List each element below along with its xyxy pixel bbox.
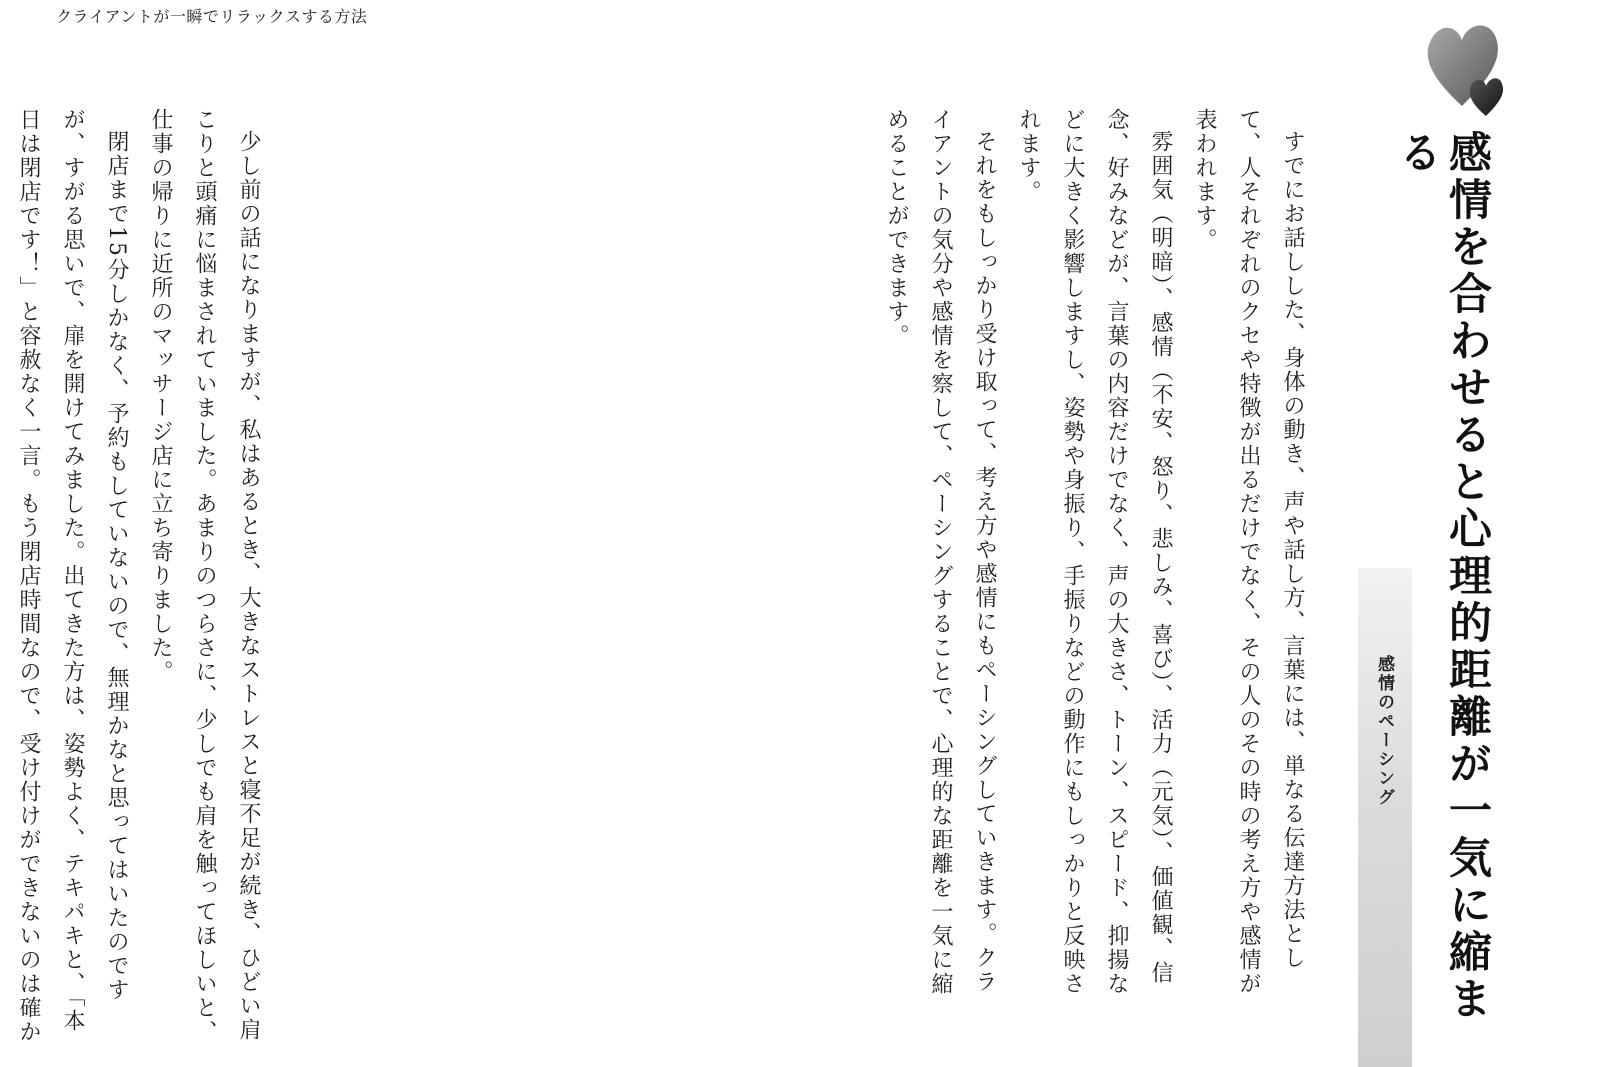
paragraph: 雰囲気（明暗）、感情（不安、怒り、悲しみ、喜び）、活力（元気）、価値観、信念、好みなどが、言葉の内容だけでなく、声の大きさ、トーン、スピード、抑揚などに大きく影響しますし、姿勢や身振り、手振りなどの動作にもしっかりと反映されます。 — [1016, 108, 1173, 996]
running-header: クライアントが一瞬でリラックスする方法 — [56, 7, 368, 26]
section-label: 感情のペーシング — [1374, 655, 1394, 807]
section-band — [1358, 568, 1412, 1067]
paragraph: 少し前の話になりますが、私はあるとき、大きなストレスと寝不足が続き、ひどい肩こりと頭痛に悩まされていました。あまりのつらさに、少しでも肩を触ってほしいと、仕事の帰りに近所のマッサージ店に立ち寄りました。 — [148, 108, 261, 1044]
page-heading: 感情を合わせると心理的距離が一気に縮まる — [1392, 130, 1492, 1023]
hearts-icon — [1424, 18, 1514, 118]
right-text-block — [884, 108, 1314, 1008]
left-text-block — [0, 108, 270, 1048]
paragraph: 閉店まで15分しかなく、予約もしていないので、無理かなと思ってはいたのですが、すがる思いで、扉を開けてみました。出てきた方は、姿勢よく、テキパキと、「本日は閉店です！」と容赦なく一言。もう閉店時間なので、受け付けができないのは確か — [16, 108, 129, 1044]
paragraph: すでにお話しした、身体の動き、声や話し方、言葉には、単なる伝達方法として、人それぞれのクセや特徴が出るだけでなく、その人のその時の考え方や感情が表われます。 — [1192, 108, 1305, 996]
paragraph: それをもしっかり受け取って、考え方や感情にもペーシングしていきます。クライアントの気分や感情を察して、ペーシングすることで、心理的な距離を一気に縮めることができます。 — [884, 108, 997, 996]
